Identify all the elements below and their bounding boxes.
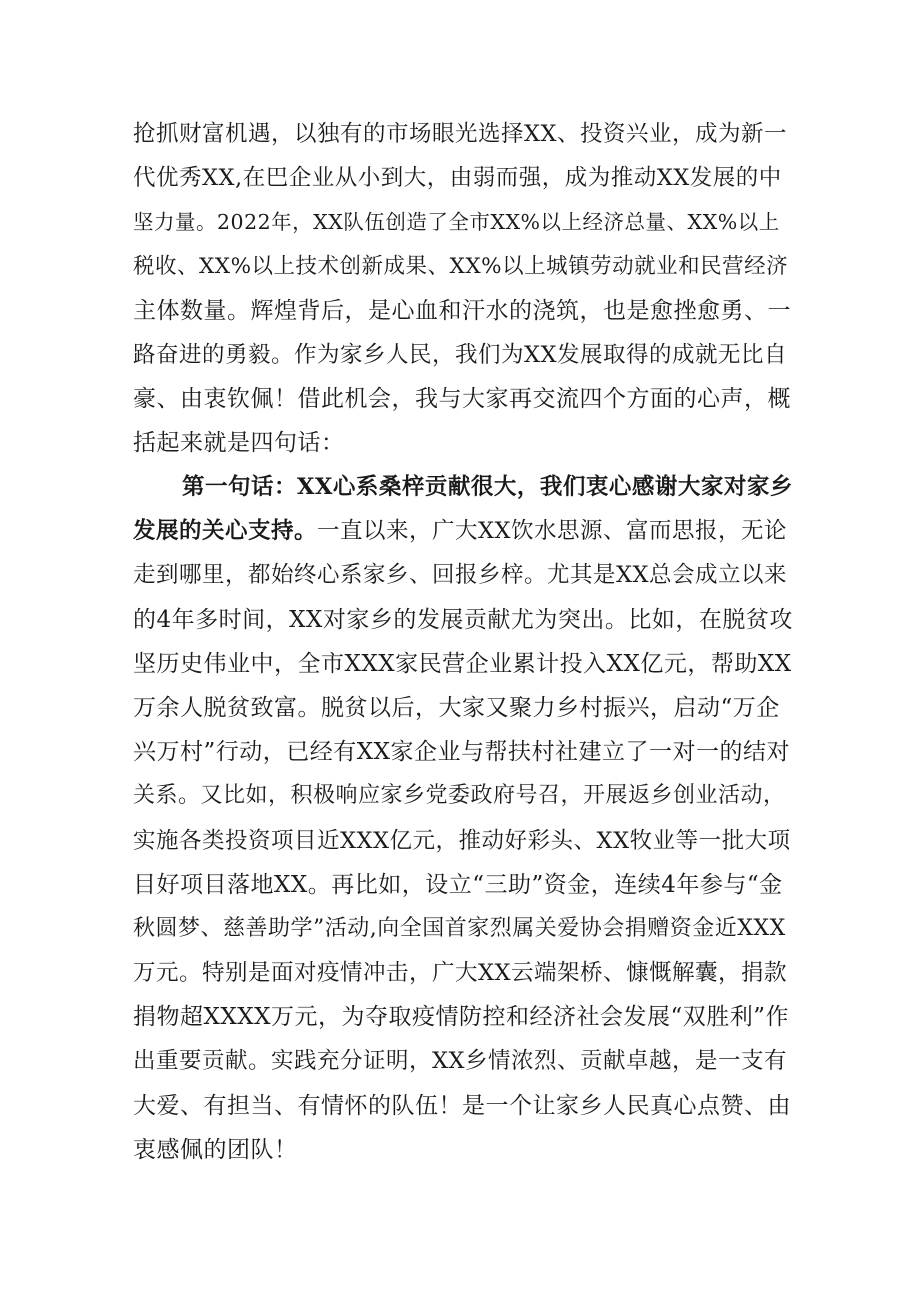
text-line-rest: 一直以来，广大XX饮水思源、富而思报，无论 (317, 518, 788, 545)
text-line: 捐物超XXXX万元，为夺取疫情防控和经济社会发展“双胜利”作 (133, 1004, 790, 1031)
text-line: 目好项目落地XX。再比如，设立“三助”资金，连续4年参与“金 (133, 871, 783, 898)
text-line: 大爱、有担当、有情怀的队伍！是一个让家乡人民真心点赞、由 (133, 1092, 791, 1119)
text-line: 兴万村”行动，已经有XX家企业与帮扶村社建立了一对一的结对 (133, 739, 791, 766)
text-line: 万元。特别是面对疫情冲击，广大XX云端架桥、慷慨解囊，捐款 (133, 960, 788, 987)
text-line: 豪、由衷钦佩！借此机会，我与大家再交流四个方面的心声，概 (133, 386, 791, 413)
text-line: 括起来就是四句话： (133, 430, 345, 457)
text-line: 衷感佩的团队！ (133, 1136, 298, 1163)
text-line: 关系。又比如，积极响应家乡党委政府号召，开展返乡创业活动， (133, 783, 786, 809)
text-line: 抢抓财富机遇，以独有的市场眼光选择XX、投资兴业，成为新一 (133, 121, 788, 147)
text-line: 税收、XX%以上技术创新成果、XX%以上城镇劳动就业和民营经济 (133, 253, 789, 279)
text-line: 秋圆梦、慈善助学”活动,向全国首家烈属关爱协会捐赠资金近XXX (133, 915, 786, 941)
text-line: 主体数量。辉煌背后，是心血和汗水的浇筑，也是愈挫愈勇、一 (133, 297, 791, 324)
text-line (133, 509, 793, 553)
paragraph-2 (133, 465, 793, 1172)
text-line: 坚历史伟业中，全市XXX家民营企业累计投入XX亿元，帮助XX (133, 650, 792, 677)
text-line: 实施各类投资项目近XXX亿元，推动好彩头、XX牧业等一批大项 (133, 827, 791, 854)
text-line: 走到哪里，都始终心系家乡、回报乡梓。尤其是XX总会成立以来 (133, 562, 788, 589)
text-line: 路奋进的勇毅。作为家乡人民，我们为XX发展取得的成就无比自 (133, 341, 788, 368)
text-line: 坚力量。2022年，XX队伍创造了全市XX%以上经济总量、XX%以上 (133, 210, 780, 235)
text-line: 的4年多时间，XX对家乡的发展贡献尤为突出。比如，在脱贫攻 (133, 606, 793, 633)
text-line: 代优秀XX,在巴企业从小到大，由弱而强，成为推动XX发展的中 (133, 165, 782, 192)
section-heading-end: 发展的关心支持。 (133, 518, 318, 545)
text-line: 万余人脱贫致富。脱贫以后，大家又聚力乡村振兴，启动“万企 (133, 694, 780, 721)
text-line: 出重要贡献。实践充分证明，XX乡情浓烈、贡献卓越，是一支有 (133, 1048, 788, 1075)
section-heading-line: 第一句话：XX心系桑梓贡献很大，我们衷心感谢大家对家乡 (182, 474, 793, 500)
paragraph-1 (133, 112, 793, 466)
